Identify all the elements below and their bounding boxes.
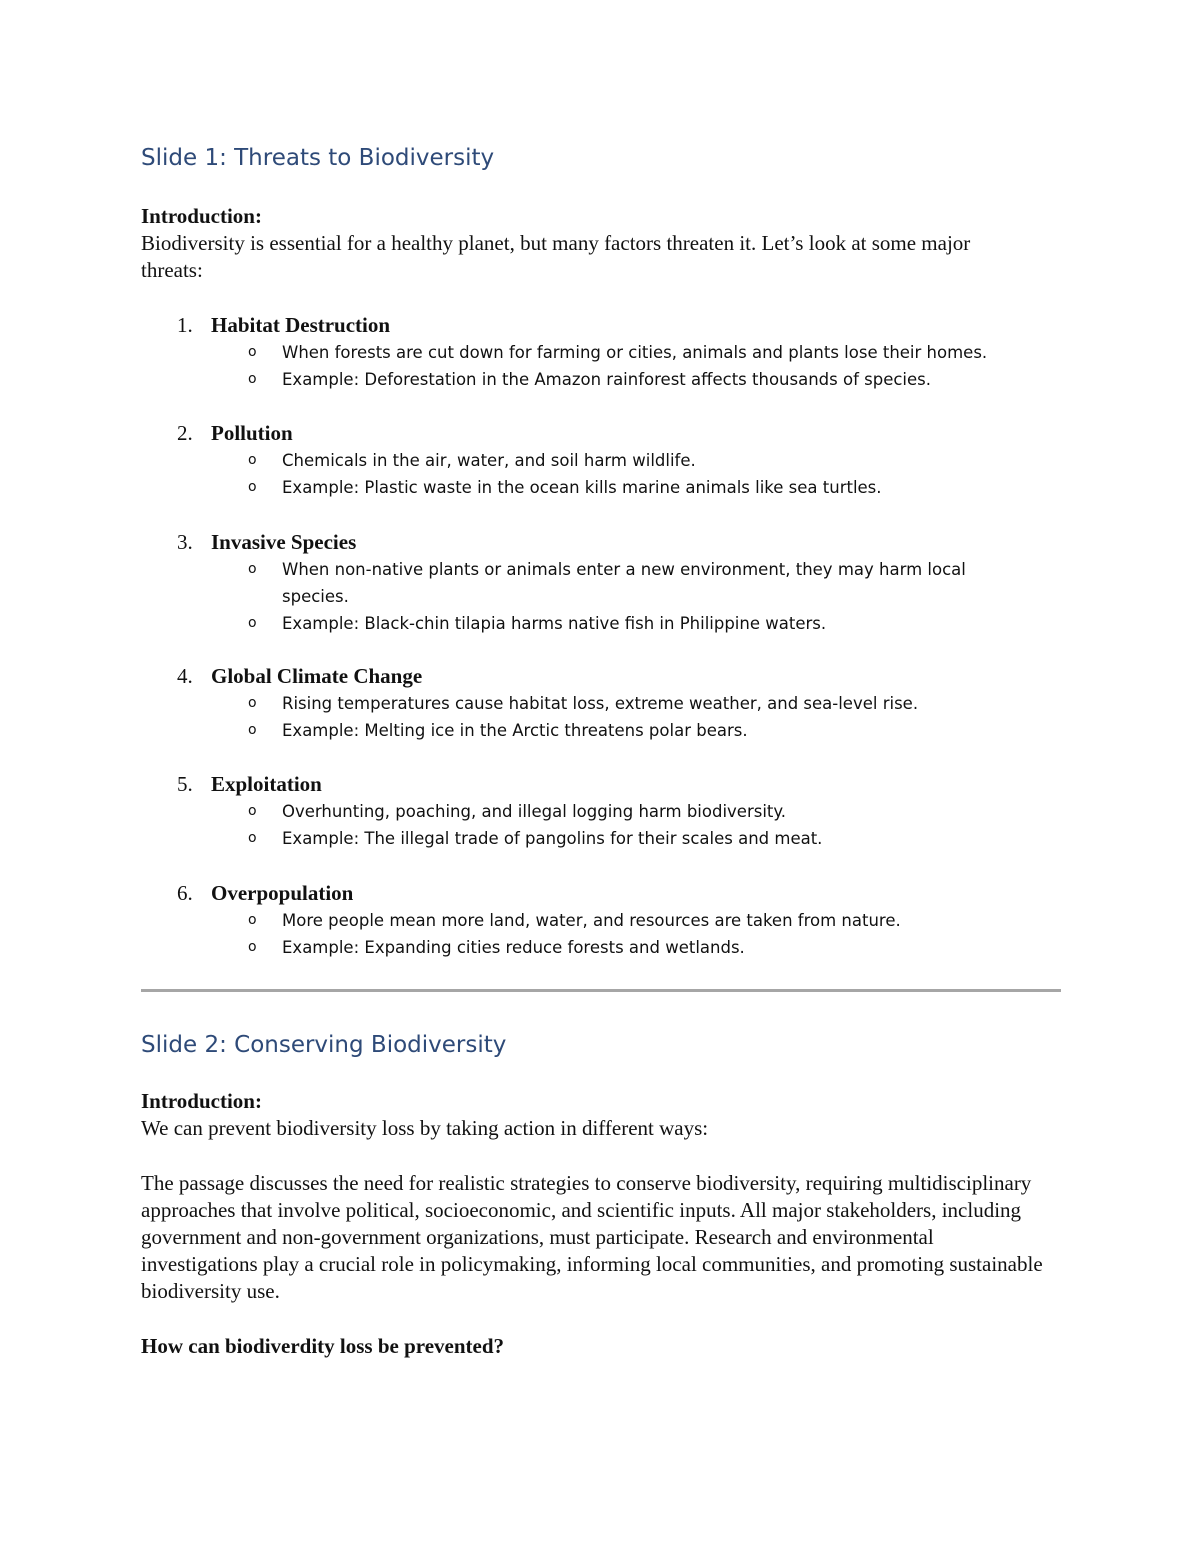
threat-name: Exploitation: [211, 772, 322, 796]
bullet-item: [141, 339, 1061, 366]
bullet-item: [141, 690, 1061, 717]
bullet-icon: o: [248, 830, 257, 846]
slide2-intro-label: Introduction:: [141, 1089, 262, 1113]
threat-name: Habitat Destruction: [211, 313, 391, 337]
bullet-icon: o: [248, 722, 257, 738]
bullet-icon: o: [248, 344, 257, 360]
slide1-intro-text: Biodiversity is essential for a healthy planet, but many factors threaten it. Let’s look at some major threats:: [141, 231, 971, 282]
slide2-question: How can biodiverdity loss be prevented?: [141, 1334, 505, 1358]
bullet-item: [141, 798, 1061, 825]
slide2-title: Slide 2: Conserving Biodiversity: [141, 1032, 507, 1058]
bullet-icon: o: [248, 561, 257, 577]
threat-number: 1.: [177, 313, 193, 337]
threat-number: 2.: [177, 421, 193, 445]
threat-item: [141, 312, 1061, 393]
threat-item: [141, 529, 1061, 637]
threat-number: 5.: [177, 772, 193, 796]
bullet-item: [141, 474, 1061, 501]
threat-name: Global Climate Change: [211, 664, 423, 688]
threat-item: [141, 663, 1061, 744]
bullet-text: Overhunting, poaching, and illegal logging harm biodiversity.: [282, 802, 787, 821]
slide1-intro-label: Introduction:: [141, 204, 262, 228]
bullet-text: Chemicals in the air, water, and soil harm wildlife.: [282, 451, 696, 470]
threat-name: Invasive Species: [211, 530, 357, 554]
bullet-text: Example: Melting ice in the Arctic threatens polar bears.: [282, 721, 748, 740]
slide2-intro-text: We can prevent biodiversity loss by taking action in different ways:: [141, 1116, 709, 1140]
bullet-icon: o: [248, 615, 257, 631]
bullet-text: Example: Black-chin tilapia harms native fish in Philippine waters.: [282, 614, 827, 633]
bullet-item: [141, 366, 1061, 393]
threat-number: 3.: [177, 530, 193, 554]
threat-number: 6.: [177, 881, 193, 905]
threat-item: [141, 420, 1061, 501]
bullet-icon: o: [248, 452, 257, 468]
bullet-text: Example: Deforestation in the Amazon rainforest affects thousands of species.: [282, 370, 932, 389]
bullet-text: Example: Plastic waste in the ocean kills marine animals like sea turtles.: [282, 478, 882, 497]
section-divider: [141, 989, 1061, 992]
bullet-text: Example: The illegal trade of pangolins for their scales and meat.: [282, 829, 823, 848]
bullet-text: More people mean more land, water, and resources are taken from nature.: [282, 911, 901, 930]
bullet-icon: o: [248, 695, 257, 711]
bullet-item: [141, 907, 1061, 934]
bullet-text: When forests are cut down for farming or cities, animals and plants lose their homes.: [282, 343, 988, 362]
threat-item: [141, 880, 1061, 961]
bullet-text: When non-native plants or animals enter a new environment, they may harm local species.: [282, 560, 966, 606]
bullet-item: [141, 934, 1061, 961]
bullet-icon: o: [248, 939, 257, 955]
threat-number: 4.: [177, 664, 193, 688]
bullet-icon: o: [248, 803, 257, 819]
slide1-title: Slide 1: Threats to Biodiversity: [141, 145, 495, 171]
slide2-passage: The passage discusses the need for realistic strategies to conserve biodiversity, requiring multidisciplinary approaches that involve political, socioeconomic, and scientific inputs. All major stakeholders, including government and non-government organizations, must participate. Research and environmental investigations play a crucial role in policymaking, informing local communities, and promoting sustainable biodiversity use.: [141, 1171, 1043, 1303]
bullet-text: Rising temperatures cause habitat loss, extreme weather, and sea-level rise.: [282, 694, 919, 713]
bullet-item: [141, 556, 1002, 610]
threat-name: Overpopulation: [211, 881, 354, 905]
bullet-item: [141, 610, 1061, 637]
bullet-icon: o: [248, 371, 257, 387]
threat-item: [141, 771, 1061, 852]
bullet-text: Example: Expanding cities reduce forests and wetlands.: [282, 938, 745, 957]
bullet-item: [141, 717, 1061, 744]
bullet-item: [141, 447, 1061, 474]
bullet-icon: o: [248, 912, 257, 928]
bullet-item: [141, 825, 1061, 852]
threat-name: Pollution: [211, 421, 293, 445]
bullet-icon: o: [248, 479, 257, 495]
